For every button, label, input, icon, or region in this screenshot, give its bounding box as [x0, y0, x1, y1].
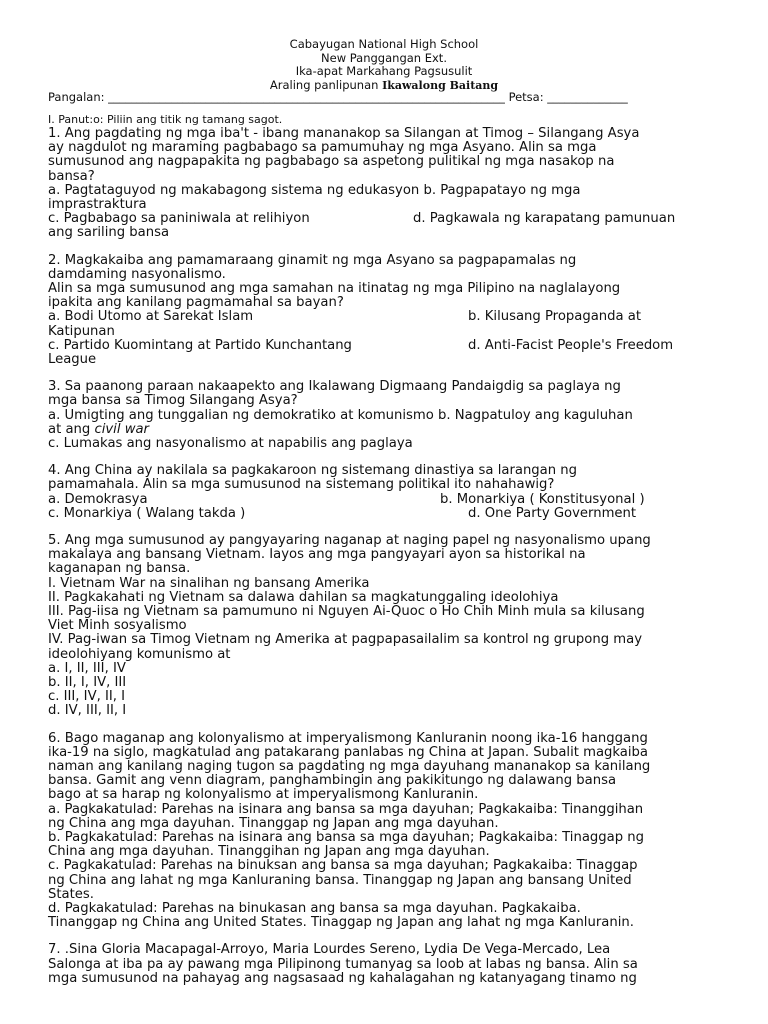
event-item: II. Pagkakahati ng Vietnam sa dalawa dahilan sa magkatunggaling ideolohiya — [48, 589, 559, 605]
choice-b-continued: China ang mga dayuhan. Tinanggihan ng Japan ang mga dayuhan. — [48, 844, 490, 860]
choice-row — [48, 310, 720, 324]
question-text-line: bansa? — [48, 168, 95, 184]
choice-c: c. Lumakas ang nasyonalismo at napabilis ang paglaya — [48, 436, 413, 452]
event-item: I. Vietnam War na sinalihan ng bansang Amerika — [48, 575, 370, 591]
question-text-line: 2. Magkakaiba ang pamamaraang ginamit ng mga Asyano sa pagpapamalas ng — [48, 252, 577, 268]
date-label: Petsa: — [508, 90, 544, 104]
choice-c: c. Pagbabago sa paniniwala at relihiyon — [48, 211, 310, 227]
exam-header — [0, 38, 768, 92]
question-text-line: 3. Sa paanong paraan nakaapekto ang Ikalawang Digmaang Pandaigdig sa paglaya ng — [48, 379, 621, 395]
question-5 — [48, 534, 720, 719]
question-text-line: mga sumusunod na pahayag ang nagsasaad ng kahalagahan ng katanyagang tinamo ng — [48, 970, 637, 986]
choice-a: a. Demokrasya — [48, 491, 148, 507]
choice-a-continued: ng China ang mga dayuhan. Tinanggap ng Japan ang mga dayuhan. — [48, 815, 499, 831]
choice-d-continued: Tinanggap ng China ang United States. Tinaggap ng Japan ang lahat ng mga Kanluranin. — [48, 915, 634, 931]
choice-row — [48, 507, 720, 521]
question-text-line: kaganapan ng bansa. — [48, 561, 191, 577]
question-text-line: 4. Ang China ay nakilala sa pagkakaroon ng sistemang dinastiya sa larangan ng — [48, 463, 578, 479]
question-text-line: sumusunod ang nagpapakita ng pagbabago sa aspetong pulitikal ng mga nasakop na — [48, 154, 615, 170]
choice-b-continued: imprastraktura — [48, 197, 147, 213]
choice-b: b. Pagkakatulad: Parehas na isinara ang bansa sa mga dayuhan; Pagkakaiba: Tinaggap ng — [48, 830, 645, 846]
instructions: I. Panut:o: Piliin ang titik ng tamang sagot. — [48, 113, 283, 126]
choice-d-continued: ang sariling bansa — [48, 225, 170, 241]
exam-content — [48, 113, 720, 999]
question-text-line: damdaming nasyonalismo. — [48, 266, 226, 282]
choice-row — [48, 493, 720, 507]
subject-name: Araling panlipunan — [269, 77, 379, 92]
question-text-line: 5. Ang mga sumusunod ay pangyayaring naganap at naging papel ng nasyonalismo upang — [48, 533, 651, 548]
question-text-line: pamamahala. Alin sa mga sumusunod na sistemang politikal ito nahahawig? — [48, 477, 555, 493]
event-item: ideolohiyang komunismo at — [48, 646, 231, 662]
question-text-line: ipakita ang kanilang pagmamahal sa bayan? — [48, 295, 344, 311]
question-text-line: bago at sa harap ng kolonyalismo at imperyalismong Kanluranin. — [48, 787, 479, 803]
name-label: Pangalan: — [48, 90, 105, 104]
question-text-line: ika-19 na siglo, magkatulad ang patakarang panlabas ng China at Japan. Subalit magkaiba — [48, 744, 649, 760]
choice-row — [48, 339, 720, 353]
choice-a-b: a. Umigting ang tunggalian ng demokratiko at komunismo b. Nagpatuloy ang kaguluhan — [48, 407, 633, 423]
question-4 — [48, 464, 720, 521]
question-7 — [48, 943, 720, 986]
choice-b: b. II, I, IV, III — [48, 675, 127, 691]
choice-row — [48, 212, 720, 226]
question-text-line: 6. Bago maganap ang kolonyalismo at imperyalismong Kanluranin noong ika-16 hanggang — [48, 730, 648, 746]
question-text-line: mga bansa sa Timog Silangang Asya? — [48, 393, 298, 409]
school-name: Cabayugan National High School — [289, 37, 479, 51]
question-1 — [48, 127, 720, 241]
choice-d: d. IV, III, II, I — [48, 703, 127, 719]
event-item: III. Pag-iisa ng Vietnam sa pamumuno ni Nguyen Ai-Quoc o Ho Chih Minh mula sa kilusang — [48, 604, 645, 620]
choice-b-continued — [48, 423, 720, 437]
question-text-line: ay nagdulot ng maraming pagbabago sa pamumuhay ng mga Asyano. Alin sa mga — [48, 140, 597, 156]
question-text-line: naman ang kanilang naging tugon sa pagdating ng mga dayuhang mananakop sa kanilang — [48, 759, 651, 775]
choice-b-continued: Katipunan — [48, 323, 115, 339]
question-6 — [48, 732, 720, 931]
choice-d: d. Pagkakatulad: Parehas na binukasan ang bansa sa mga dayuhan. Pagkakaiba. — [48, 901, 581, 917]
choice-c-continued: ng China ang lahat ng mga Kanluraning bansa. Tinanggap ng Japan ang bansang United — [48, 872, 632, 888]
exam-title: Ika-apat Markahang Pagsusulit — [295, 64, 473, 78]
question-text-line: Salonga at iba pa ay pawang mga Pilipinong tumanyag sa loob at labas ng bansa. Alin sa — [48, 956, 638, 972]
choice-d: d. Pagkawala ng karapatang pamunuan — [413, 211, 676, 227]
question-text-line: 7. .Sina Gloria Macapagal-Arroyo, Maria Lourdes Sereno, Lydia De Vega-Mercado, Lea — [48, 942, 611, 958]
school-extension: New Panggangan Ext. — [321, 50, 447, 65]
question-text-line: bansa. Gamit ang venn diagram, panghambingin ang pakikitungo ng dalawang bansa — [48, 773, 617, 789]
date-blank[interactable]: ______________ — [547, 90, 628, 104]
choice-a: a. Bodi Utomo at Sarekat Islam — [48, 309, 254, 325]
civil-war-term: civil war — [94, 421, 149, 437]
choice-c: c. Monarkiya ( Walang takda ) — [48, 505, 246, 521]
choice-b-text: at ang — [48, 421, 95, 437]
question-3 — [48, 380, 720, 451]
question-text-line: makalaya ang bansang Vietnam. Iayos ang mga pangyayari ayon sa historikal na — [48, 547, 586, 563]
grade-level: Ikawalong Baitang — [382, 78, 499, 92]
choice-d: d. One Party Government — [468, 505, 637, 521]
choice-c: c. Pagkakatulad: Parehas na binuksan ang bansa sa mga dayuhan; Pagkakaiba: Tinaggap — [48, 858, 638, 874]
event-item: IV. Pag-iwan sa Timog Vietnam ng Amerika at pagpapasailalim sa kontrol ng grupong may — [48, 632, 643, 648]
choice-c-continued: States. — [48, 886, 94, 902]
choice-c: c. III, IV, II, I — [48, 689, 126, 705]
choice-b: b. Monarkiya ( Konstitusyonal ) — [440, 491, 645, 507]
question-2 — [48, 254, 720, 368]
choice-a: a. I, II, III, IV — [48, 660, 126, 676]
question-text-line: Alin sa mga sumusunod ang mga samahan na itinatag ng mga Pilipino na naglalayong — [48, 281, 621, 297]
name-blank[interactable]: _____________________________________________________________________ — [108, 90, 505, 104]
event-item: Viet Minh sosyalismo — [48, 618, 187, 634]
choice-b: b. Kilusang Propaganda at — [468, 309, 642, 325]
choice-c: c. Partido Kuomintang at Partido Kunchantang — [48, 337, 352, 353]
choice-a: a. Pagkakatulad: Parehas na isinara ang bansa sa mga dayuhan; Pagkakaiba: Tinanggihan — [48, 801, 644, 817]
question-text-line: 1. Ang pagdating ng mga iba't - ibang mananakop sa Silangan at Timog – Silangang Asya — [48, 126, 640, 141]
choice-a: a. Pagtataguyod ng makabagong sistema ng edukasyon b. Pagpapatayo ng mga — [48, 182, 581, 198]
name-date-row — [48, 90, 718, 104]
choice-d-continued: League — [48, 352, 97, 367]
choice-d: d. Anti-Facist People's Freedom — [468, 337, 674, 353]
